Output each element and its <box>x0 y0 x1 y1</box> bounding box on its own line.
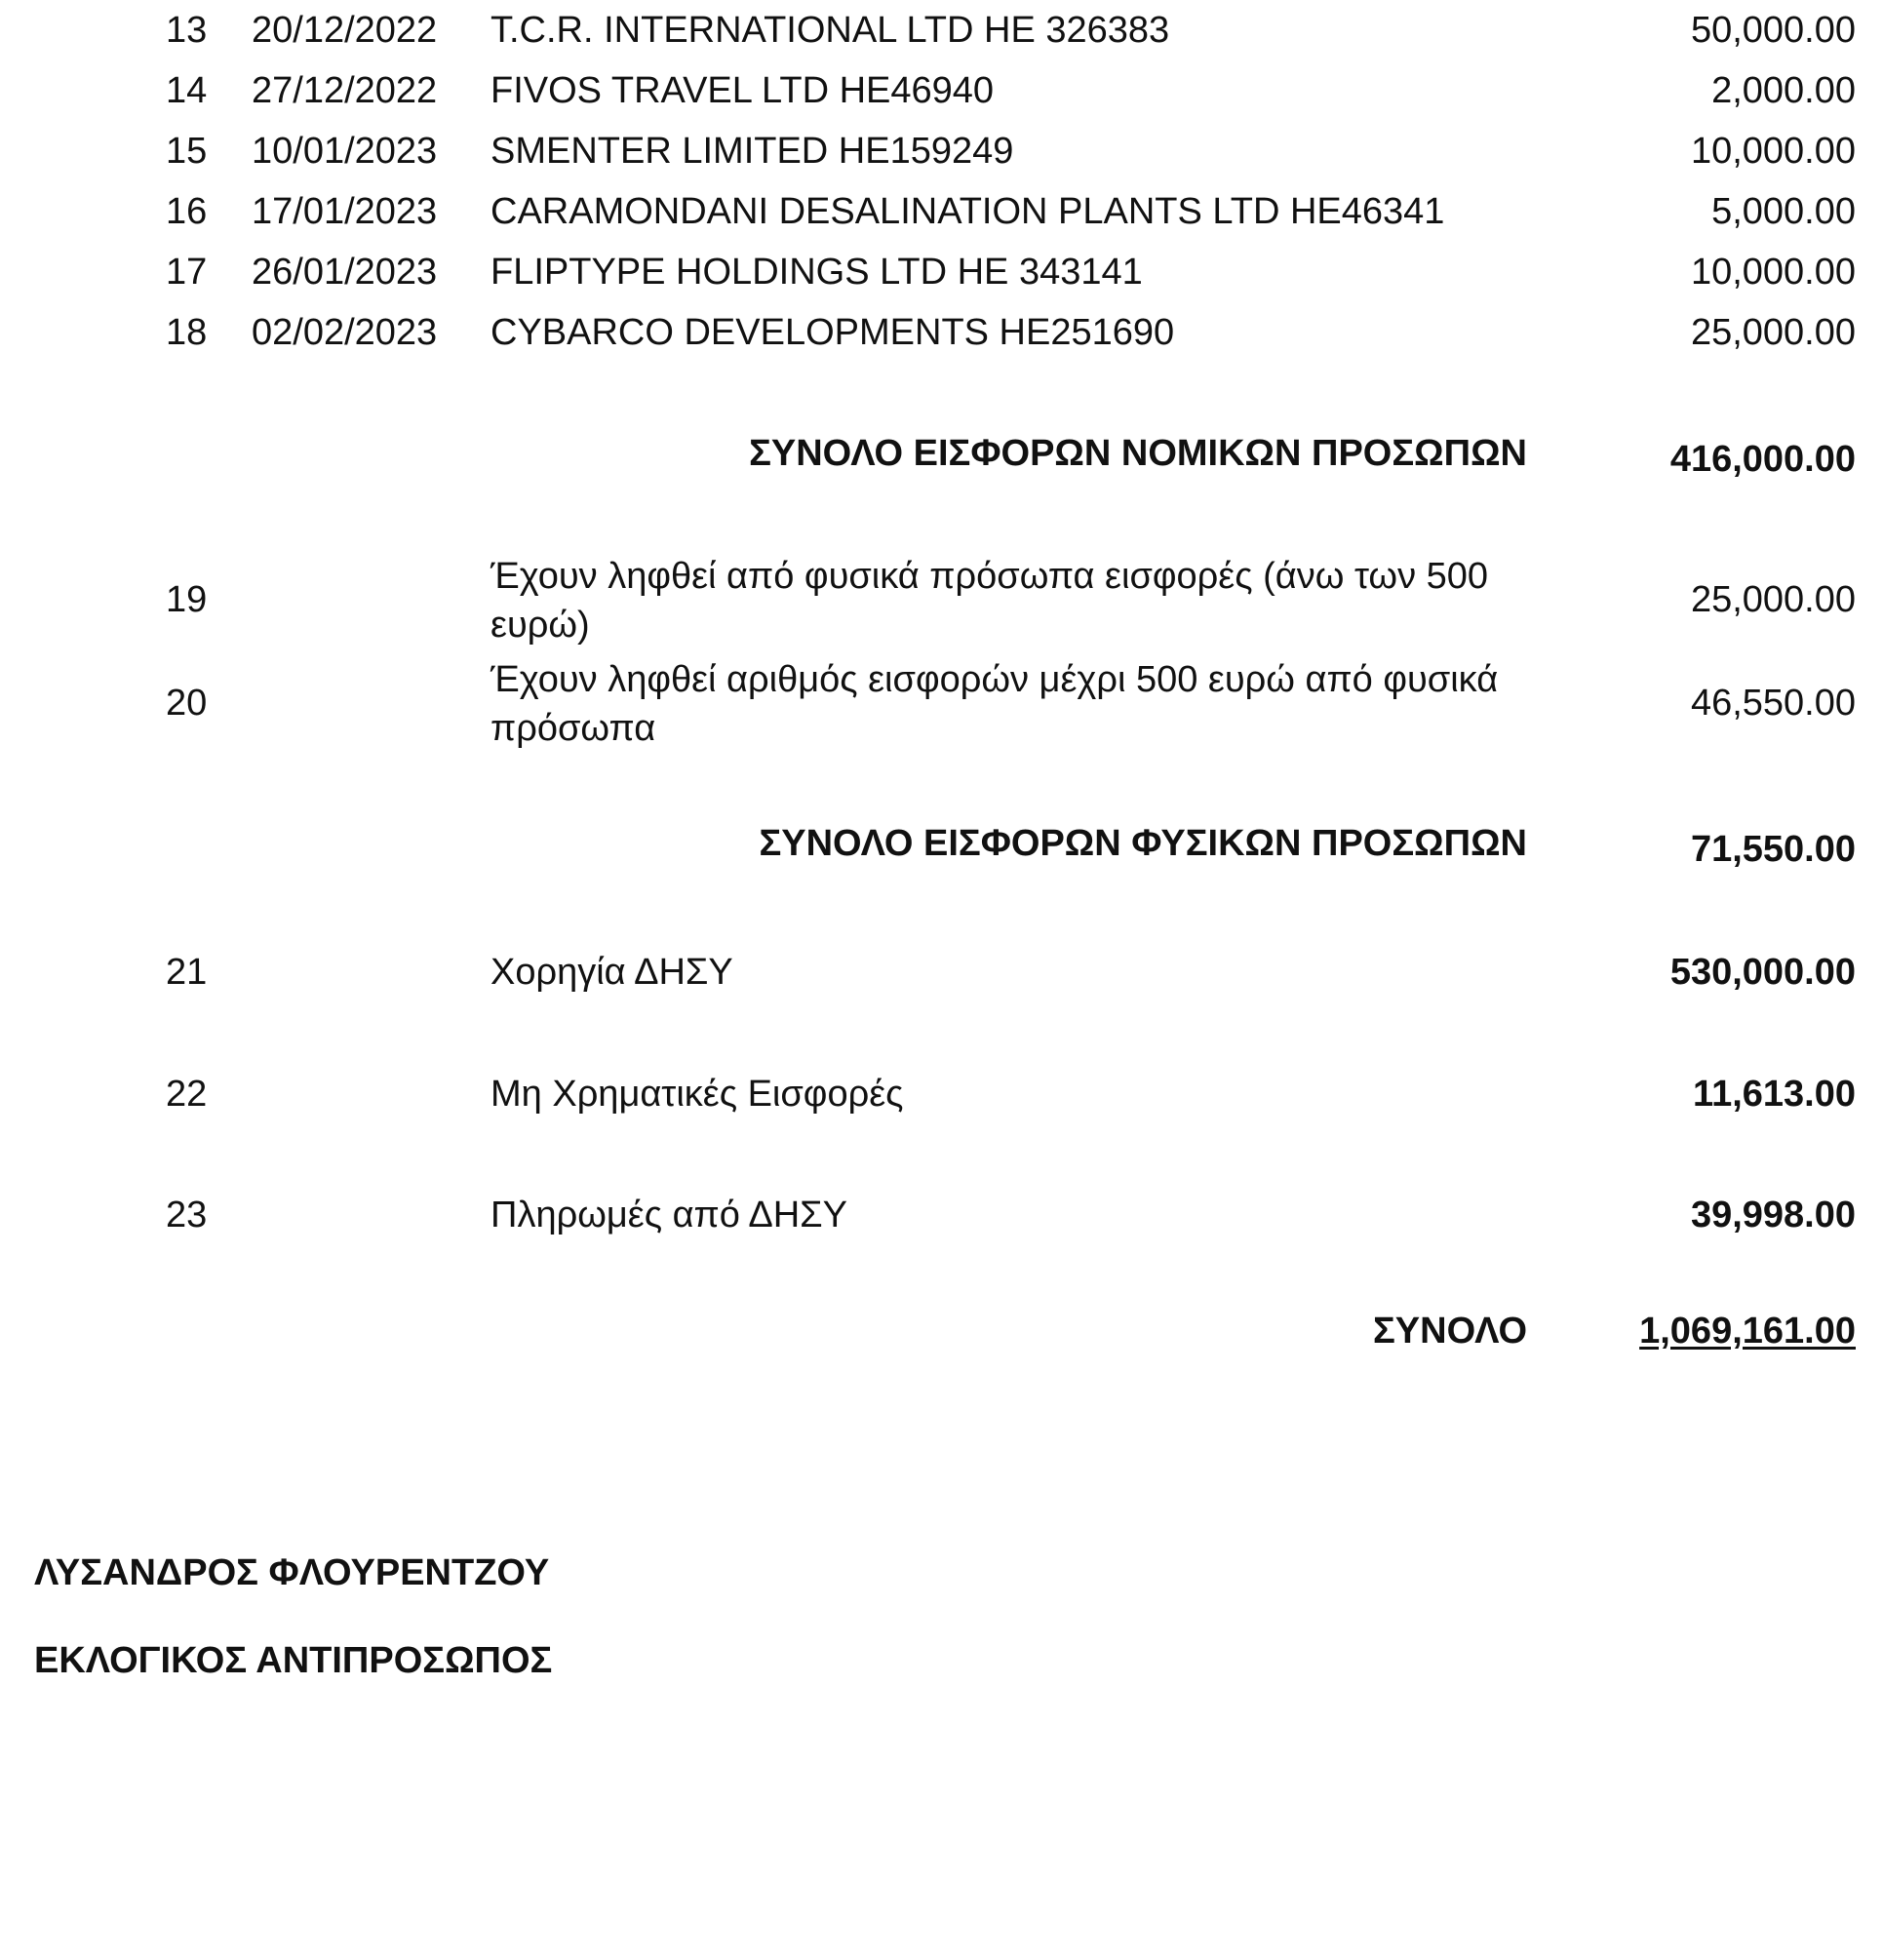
row-number: 17 <box>166 252 208 293</box>
row-name: SMENTER LIMITED HE159249 <box>490 131 1014 172</box>
row-date: 02/02/2023 <box>252 312 438 353</box>
row-number: 19 <box>166 579 208 620</box>
row-amount: 39,998.00 <box>1690 1195 1856 1235</box>
subtotal-amount: 71,550.00 <box>1690 829 1856 870</box>
row-number: 21 <box>166 952 208 993</box>
row-description: Χορηγία ΔΗΣΥ <box>490 952 733 993</box>
row-date: 26/01/2023 <box>252 252 438 293</box>
subtotal-amount: 416,000.00 <box>1669 439 1856 480</box>
row-name: CYBARCO DEVELOPMENTS HE251690 <box>490 312 1175 353</box>
row-date: 27/12/2022 <box>252 70 438 111</box>
row-amount: 25,000.00 <box>1690 579 1856 620</box>
row-name: T.C.R. INTERNATIONAL LTD HE 326383 <box>490 10 1170 51</box>
row-amount: 10,000.00 <box>1690 131 1856 172</box>
row-amount: 530,000.00 <box>1669 952 1856 993</box>
row-number: 22 <box>166 1074 208 1115</box>
signatory-name: ΛΥΣΑΝΔΡΟΣ ΦΛΟΥΡΕΝΤΖΟΥ <box>34 1552 550 1593</box>
row-date: 20/12/2022 <box>252 10 438 51</box>
row-number: 23 <box>166 1195 208 1235</box>
row-amount: 5,000.00 <box>1711 191 1856 232</box>
subtotal-label: ΣΥΝΟΛΟ ΕΙΣΦΟΡΩΝ ΝΟΜΙΚΩΝ ΠΡΟΣΩΠΩΝ <box>749 433 1527 474</box>
row-description: Πληρωμές από ΔΗΣΥ <box>490 1195 848 1235</box>
subtotal-label: ΣΥΝΟΛΟ ΕΙΣΦΟΡΩΝ ΦΥΣΙΚΩΝ ΠΡΟΣΩΠΩΝ <box>759 823 1527 864</box>
signatory-role: ΕΚΛΟΓΙΚΟΣ ΑΝΤΙΠΡΟΣΩΠΟΣ <box>34 1640 553 1681</box>
row-description: Έχουν ληφθεί αριθμός εισφορών μέχρι 500 ευρώ από φυσικά πρόσωπα <box>490 659 1499 750</box>
row-name: CARAMONDANI DESALINATION PLANTS LTD HE46341 <box>490 191 1445 232</box>
row-number: 14 <box>166 70 208 111</box>
row-name: FIVOS TRAVEL LTD HE46940 <box>490 70 995 111</box>
row-number: 16 <box>166 191 208 232</box>
row-number: 20 <box>166 683 208 724</box>
row-amount: 10,000.00 <box>1690 252 1856 293</box>
row-number: 13 <box>166 10 208 51</box>
row-amount: 46,550.00 <box>1690 683 1856 724</box>
row-number: 15 <box>166 131 208 172</box>
grand-total-label: ΣΥΝΟΛΟ <box>1372 1311 1527 1352</box>
row-amount: 2,000.00 <box>1711 70 1856 111</box>
row-date: 10/01/2023 <box>252 131 438 172</box>
row-amount: 50,000.00 <box>1690 10 1856 51</box>
row-date: 17/01/2023 <box>252 191 438 232</box>
row-description: Μη Χρηματικές Εισφορές <box>490 1074 904 1115</box>
row-amount: 25,000.00 <box>1690 312 1856 353</box>
grand-total-amount: 1,069,161.00 <box>1639 1311 1856 1352</box>
row-description: Έχουν ληφθεί από φυσικά πρόσωπα εισφορές (άνω των 500 ευρώ) <box>490 556 1489 647</box>
row-amount: 11,613.00 <box>1693 1074 1856 1115</box>
row-name: FLIPTYPE HOLDINGS LTD HE 343141 <box>490 252 1143 293</box>
row-number: 18 <box>166 312 208 353</box>
